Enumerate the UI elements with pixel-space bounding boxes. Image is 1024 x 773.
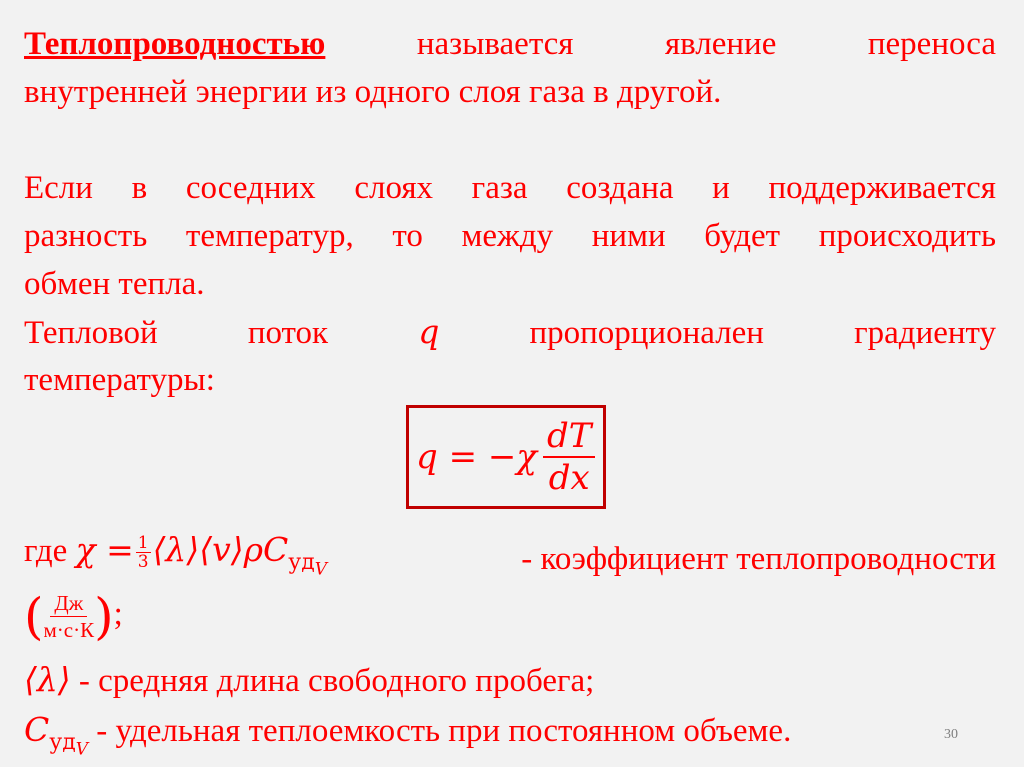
flux-symbol: q [418,312,440,351]
definition-line-1 [24,20,996,68]
flux-word-1: Тепловой [24,315,158,351]
units-fraction [44,590,95,643]
lambda-symbol: ⟨λ⟩ [24,660,71,699]
chi-description: - коэффициент теплопроводности [521,541,996,578]
paragraph2-line-1: Если в соседних слоях газа создана и поддерживается [24,170,996,206]
one-third-fraction [136,534,151,571]
units-denominator: м·с·К [43,617,95,642]
cv-definition [24,706,996,773]
cv-subsubscript: V [75,738,89,759]
formula-numerator: dT [543,416,595,458]
chi-equation [75,530,328,579]
page-number: 30 [944,727,958,742]
formula-fraction [543,416,595,498]
one-third-denominator: 3 [137,551,149,572]
definition-line-2: внутренней энергии из одного слоя газа в другой. [24,74,722,110]
term-heat-conduction: Теплопроводностью [24,26,326,62]
flux-word-2: поток [247,315,329,351]
paragraph2-line-3: обмен тепла. [24,266,205,302]
units-tail: ; [113,596,123,632]
chi-rhs-subscript: уд [288,549,315,575]
fourier-formula [416,410,595,504]
formula-denominator: dx [548,458,590,498]
units-open-paren: ( [24,587,44,646]
lambda-description: - средняя длина свободного пробега; [70,663,595,699]
definition-text: называется явление переноса [416,26,996,62]
flux-word-3: пропорционален [529,315,764,351]
flux-line-1 [24,308,996,357]
chi-rhs-subsubscript: V [314,558,328,579]
lambda-definition [24,656,996,705]
chi-lhs: χ = [75,530,134,569]
cv-symbol-letter: C [24,710,50,749]
chi-definition-line [24,526,996,593]
chi-rhs: ⟨λ⟩⟨v⟩ρC [152,530,289,569]
cv-symbol [24,710,89,759]
chi-prefix: где [24,533,68,569]
paragraph2-line-2: разность температур, то между ними будет происходить [24,218,996,254]
flux-line-2: температуры: [24,362,215,398]
cv-subscript: уд [49,729,76,755]
units-line [24,584,996,646]
cv-description: - удельная теплоемкость при постоянном объеме. [88,713,792,749]
units-numerator: Дж [50,590,87,617]
flux-word-4: градиенту [854,315,997,351]
formula-lhs: q = −χ [416,437,537,477]
units-close-paren: ) [94,587,114,646]
one-third-numerator: 1 [137,532,149,553]
